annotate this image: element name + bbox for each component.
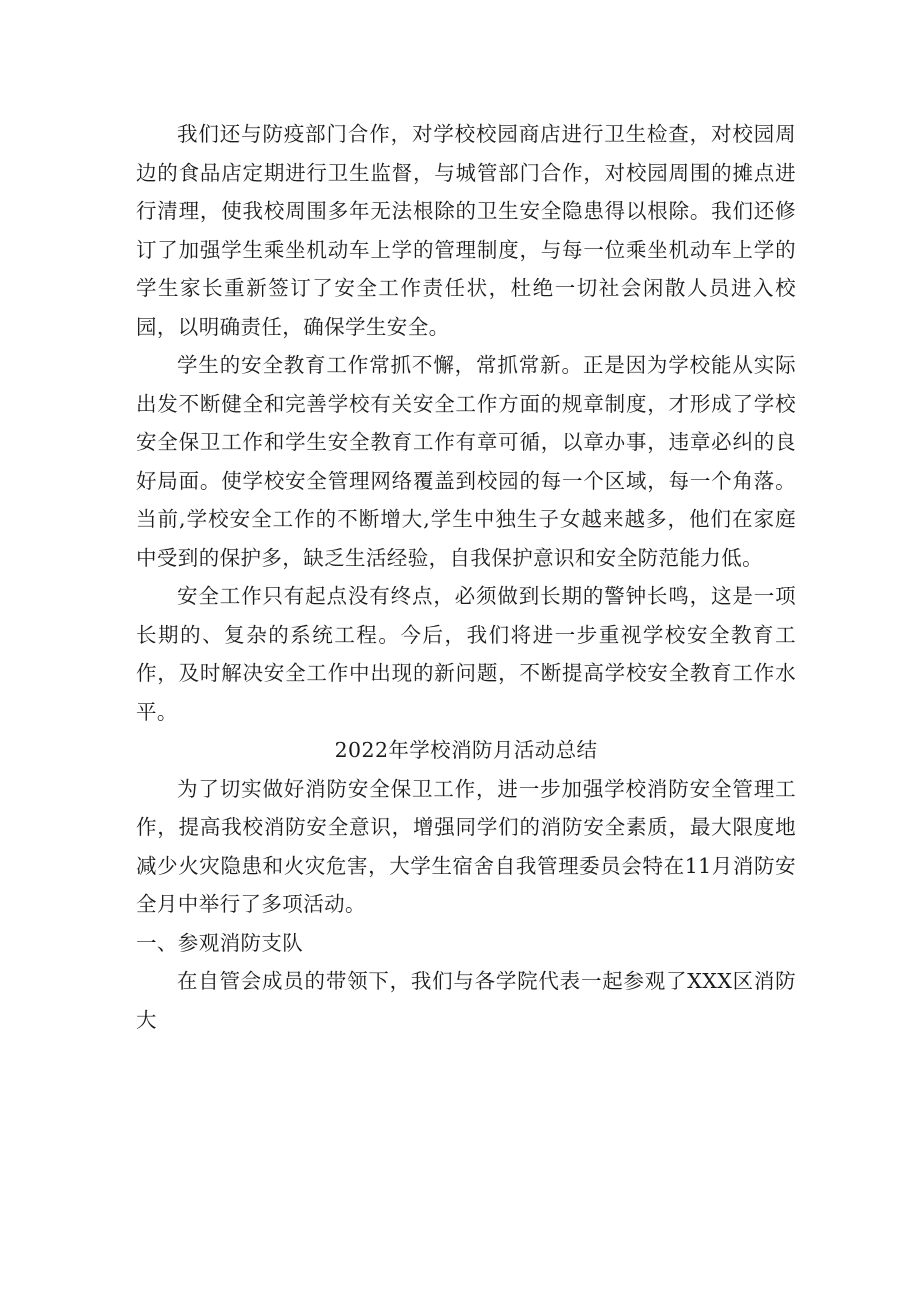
paragraph-safety-no-end: 安全工作只有起点没有终点，必须做到长期的警钟长鸣，这是一项长期的、复杂的系统工程。今后，我们将进一步重视学校安全教育工作，及时解决安全工作中出现的新问题，不断提高学校安全教育工作水平。 [136,584,796,724]
paragraph-safety-education: 学生的安全教育工作常抓不懈，常抓常新。正是因为学校能从实际出发不断健全和完善学校有关安全工作方面的规章制度，才形成了学校安全保卫工作和学生安全教育工作有章可循，以章办事，违章必纠的良好局面。使学校安全管理网络覆盖到校园的每一个区域，每一个角落。当前,学校安全工作的不断增大,学生中独生子女越来越多，他们在家庭中受到的保护多，缺乏生活经验，自我保护意识和安全防范能力低。 [136,353,796,570]
section-heading: 一、参观消防支队 [136,930,304,955]
document-body [136,115,796,1039]
paragraph-visit-fire-brigade: 在自管会成员的带领下，我们与各学院代表一起参观了XXX区消防大 [136,969,796,1032]
paragraph-fire-month-intro: 为了切实做好消防安全保卫工作，进一步加强学校消防安全管理工作，提高我校消防安全意识，增强同学们的消防安全素质，最大限度地减少火灾隐患和火灾危害，大学生宿舍自我管理委员会特在11月消防安全月中举行了多项活动。 [136,776,796,916]
paragraph-hygiene-cooperation: 我们还与防疫部门合作，对学校校园商店进行卫生检查，对校园周边的食品店定期进行卫生监督，与城管部门合作，对校园周围的摊点进行清理，使我校周围多年无法根除的卫生安全隐患得以根除。我们还修订了加强学生乘坐机动车上学的管理制度，与每一位乘坐机动车上学的学生家长重新签订了安全工作责任状，杜绝一切社会闲散人员进入校园，以明确责任，确保学生安全。 [136,122,796,339]
document-title: 2022年学校消防月活动总结 [334,738,598,762]
